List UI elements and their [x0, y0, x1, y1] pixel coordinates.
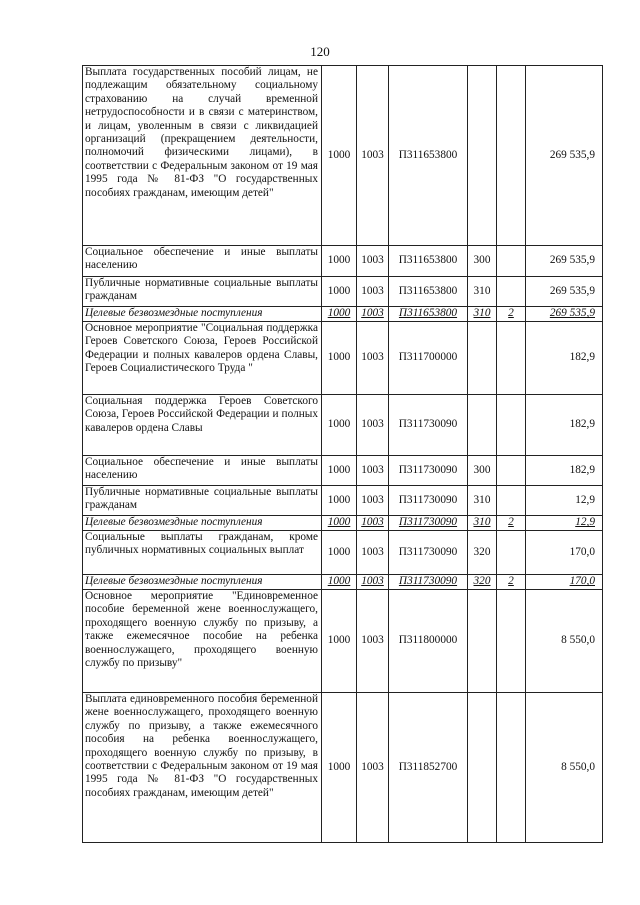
row-amount: 269 535,9 — [526, 66, 603, 246]
row-target-article: П311800000 — [389, 590, 468, 693]
row-section-code: 1000 — [322, 246, 357, 277]
row-section-code: 1000 — [322, 486, 357, 516]
row-target-article: П311730090 — [389, 575, 468, 590]
row-subsection-code: 1003 — [357, 516, 389, 531]
row-section-code: 1000 — [322, 307, 357, 322]
row-target-article: П311653800 — [389, 277, 468, 307]
page-number: 120 — [310, 44, 330, 59]
table-row — [83, 277, 603, 307]
row-funding-source — [497, 590, 526, 693]
row-target-article: П311653800 — [389, 66, 468, 246]
row-expense-type: 320 — [468, 575, 497, 590]
row-subsection-code: 1003 — [357, 575, 389, 590]
table-row — [83, 693, 603, 843]
row-description: Основное мероприятие "Единовременное пособие беременной жене военнослужащего, проходящего военную службу по призыву, а также ежемесячное пособие на ребенка военнослужащего, проходящего военную службу по призыву" — [83, 590, 322, 693]
row-description: Публичные нормативные социальные выплаты гражданам — [83, 486, 322, 516]
budget-table — [82, 65, 603, 843]
row-amount: 8 550,0 — [526, 693, 603, 843]
row-description: Выплата единовременного пособия беременной жене военнослужащего, проходящего военную службу по призыву, а также ежемесячного пособия на ребенка военнослужащего, проходящего военную службу по призыву, в соответствии с Федеральным законом от 19 мая 1995 года № 81-ФЗ "О государственных пособиях гражданам, имеющим детей" — [83, 693, 322, 843]
row-amount: 12,9 — [526, 486, 603, 516]
row-subsection-code: 1003 — [357, 590, 389, 693]
row-funding-source — [497, 531, 526, 575]
row-amount: 8 550,0 — [526, 590, 603, 693]
row-target-article: П311700000 — [389, 322, 468, 395]
row-subsection-code: 1003 — [357, 322, 389, 395]
row-target-article: П311730090 — [389, 516, 468, 531]
row-expense-type — [468, 693, 497, 843]
row-amount: 170,0 — [526, 531, 603, 575]
row-section-code: 1000 — [322, 516, 357, 531]
row-target-article: П311730090 — [389, 395, 468, 456]
row-description: Социальное обеспечение и иные выплаты населению — [83, 456, 322, 486]
row-description: Публичные нормативные социальные выплаты гражданам — [83, 277, 322, 307]
row-section-code: 1000 — [322, 531, 357, 575]
row-section-code: 1000 — [322, 456, 357, 486]
table-row — [83, 486, 603, 516]
row-subsection-code: 1003 — [357, 693, 389, 843]
row-expense-type: 310 — [468, 277, 497, 307]
row-section-code: 1000 — [322, 66, 357, 246]
table-body — [83, 66, 603, 843]
row-amount: 269 535,9 — [526, 277, 603, 307]
row-subsection-code: 1003 — [357, 531, 389, 575]
row-funding-source: 2 — [497, 575, 526, 590]
row-funding-source — [497, 693, 526, 843]
row-expense-type: 320 — [468, 531, 497, 575]
row-amount: 269 535,9 — [526, 307, 603, 322]
row-amount: 182,9 — [526, 322, 603, 395]
row-section-code: 1000 — [322, 277, 357, 307]
row-subsection-code: 1003 — [357, 456, 389, 486]
row-amount: 182,9 — [526, 395, 603, 456]
table-row — [83, 322, 603, 395]
table-row — [83, 395, 603, 456]
row-amount: 182,9 — [526, 456, 603, 486]
row-description: Целевые безвозмездные поступления — [83, 516, 322, 531]
row-description: Основное мероприятие "Социальная поддержка Героев Советского Союза, Героев Российской Федерации и полных кавалеров ордена Славы, Героев Социалистического Труда " — [83, 322, 322, 395]
row-subsection-code: 1003 — [357, 246, 389, 277]
row-expense-type: 300 — [468, 246, 497, 277]
row-subsection-code: 1003 — [357, 395, 389, 456]
row-description: Целевые безвозмездные поступления — [83, 575, 322, 590]
row-expense-type: 310 — [468, 516, 497, 531]
row-target-article: П311730090 — [389, 486, 468, 516]
table-row — [83, 66, 603, 246]
row-funding-source — [497, 322, 526, 395]
row-target-article: П311653800 — [389, 307, 468, 322]
table-row — [83, 246, 603, 277]
row-target-article: П311653800 — [389, 246, 468, 277]
row-amount: 170,0 — [526, 575, 603, 590]
row-description: Социальная поддержка Героев Советского Союза, Героев Российской Федерации и полных кавалеров ордена Славы — [83, 395, 322, 456]
table-row — [83, 307, 603, 322]
row-section-code: 1000 — [322, 395, 357, 456]
table-row — [83, 516, 603, 531]
row-section-code: 1000 — [322, 693, 357, 843]
row-funding-source — [497, 277, 526, 307]
row-target-article: П311730090 — [389, 531, 468, 575]
row-description: Социальные выплаты гражданам, кроме публичных нормативных социальных выплат — [83, 531, 322, 575]
table-row — [83, 575, 603, 590]
row-target-article: П311852700 — [389, 693, 468, 843]
row-description: Выплата государственных пособий лицам, не подлежащим обязательному социальному страхованию на случай временной нетрудоспособности и в связи с материнством, и лицам, уволенным в связи с ликвидацией организаций (прекращением деятельности, полномочий физическими лицами), в соответствии с Федеральным законом от 19 мая 1995 года № 81-ФЗ "О государственных пособиях гражданам, имеющим детей" — [83, 66, 322, 246]
row-subsection-code: 1003 — [357, 66, 389, 246]
row-funding-source — [497, 246, 526, 277]
row-funding-source — [497, 486, 526, 516]
row-expense-type: 300 — [468, 456, 497, 486]
row-funding-source: 2 — [497, 516, 526, 531]
row-funding-source — [497, 66, 526, 246]
row-amount: 269 535,9 — [526, 246, 603, 277]
row-subsection-code: 1003 — [357, 486, 389, 516]
table-row — [83, 590, 603, 693]
row-section-code: 1000 — [322, 590, 357, 693]
row-subsection-code: 1003 — [357, 307, 389, 322]
row-description: Целевые безвозмездные поступления — [83, 307, 322, 322]
row-funding-source — [497, 456, 526, 486]
row-expense-type: 310 — [468, 486, 497, 516]
row-expense-type — [468, 395, 497, 456]
row-subsection-code: 1003 — [357, 277, 389, 307]
table-row — [83, 456, 603, 486]
row-amount: 12,9 — [526, 516, 603, 531]
row-description: Социальное обеспечение и иные выплаты населению — [83, 246, 322, 277]
row-expense-type: 310 — [468, 307, 497, 322]
row-expense-type — [468, 590, 497, 693]
row-expense-type — [468, 322, 497, 395]
table-row — [83, 531, 603, 575]
row-funding-source — [497, 395, 526, 456]
row-section-code: 1000 — [322, 322, 357, 395]
row-expense-type — [468, 66, 497, 246]
row-section-code: 1000 — [322, 575, 357, 590]
row-target-article: П311730090 — [389, 456, 468, 486]
row-funding-source: 2 — [497, 307, 526, 322]
